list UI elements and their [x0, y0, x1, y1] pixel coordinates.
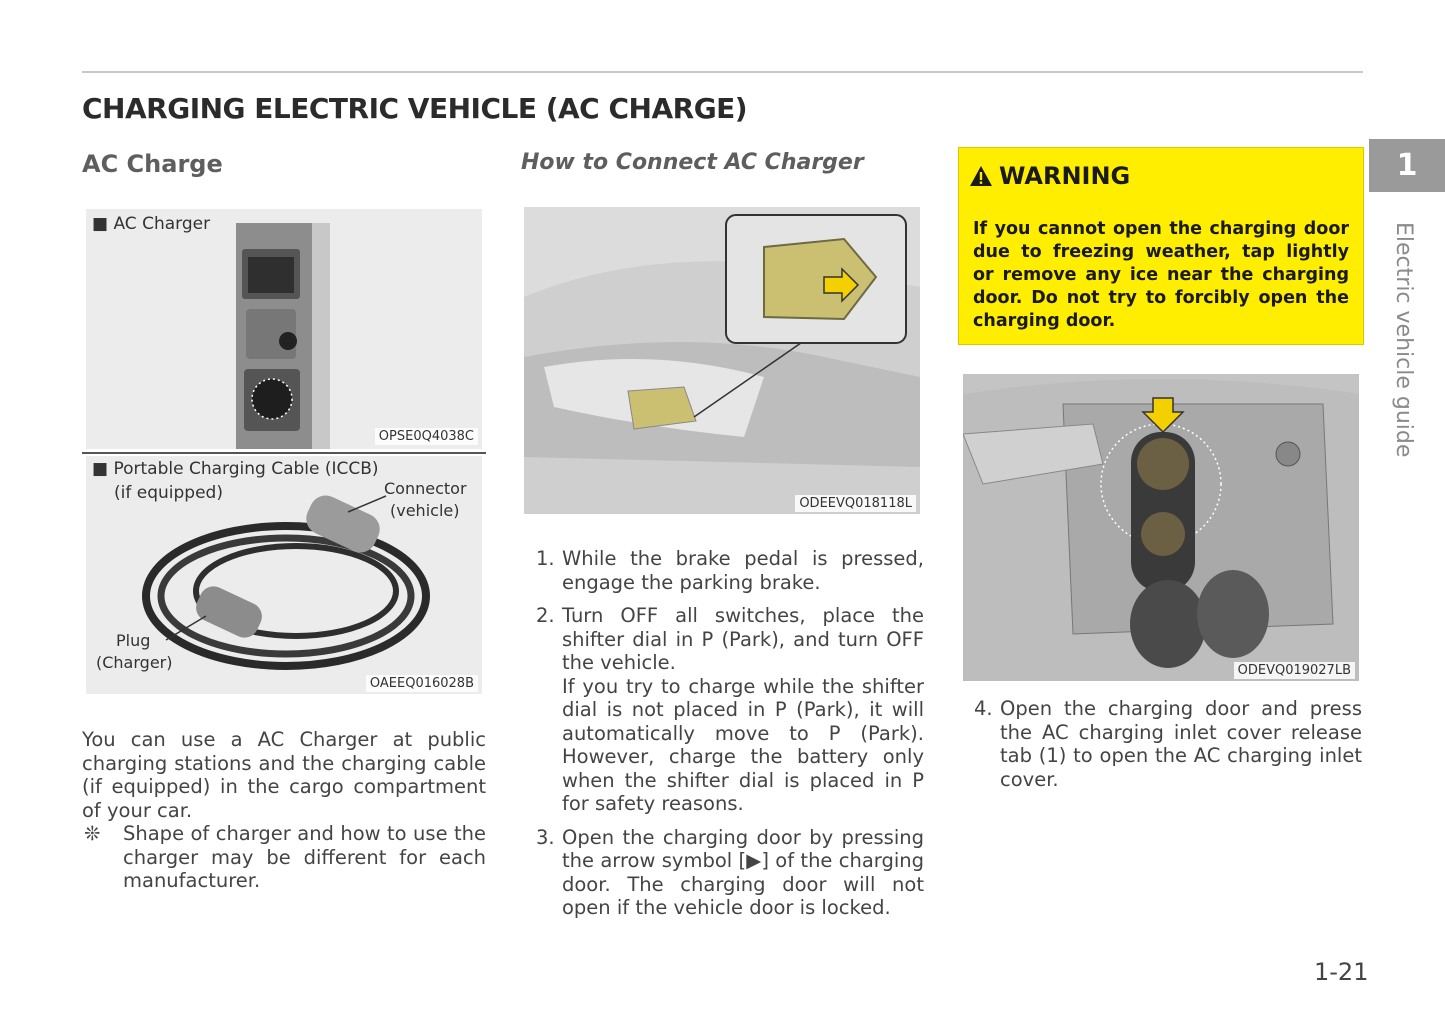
page-number: 1-21	[1314, 958, 1369, 986]
step-text: Turn OFF all switches, place the shifter dial in P (Park), and turn OFF the vehicle.	[562, 604, 924, 674]
step-extra-text: If you try to charge while the shifter dial is not placed in P (Park), it will automatically move to P (Park). However, charge the battery only when the shifter dial is placed in P for safety reasons.	[562, 674, 924, 815]
portable-cable-figure	[86, 456, 482, 694]
ac-charge-paragraph: You can use a AC Charger at public charging stations and the charging cable (if equipped) in the cargo compartment of your car.	[82, 728, 486, 822]
step-text: Open the charging door and press the AC charging inlet cover release tab (1) to open the AC charging inlet cover.	[1000, 697, 1362, 791]
step-item	[536, 604, 924, 816]
note-text: Shape of charger and how to use the charger may be different for each manufacturer.	[123, 822, 486, 892]
figure-code: OPSE0Q4038C	[375, 428, 478, 445]
top-rule	[82, 71, 1363, 73]
step-text: While the brake pedal is pressed, engage the parking brake.	[562, 547, 924, 594]
figure-code: ODEVQ019027LB	[1234, 662, 1355, 679]
step-number: 4.	[974, 697, 993, 720]
note-symbol: ❊	[84, 822, 101, 845]
if-equipped-label: (if equipped)	[114, 483, 223, 503]
warning-text: If you cannot open the charging door due to freezing weather, tap lightly or remove any ice near the charging door. Do not try to forcibly open the charging door.	[973, 219, 1349, 331]
step-number: 3.	[536, 825, 555, 849]
figure-code: ODEEVQ018118L	[795, 495, 916, 512]
vehicle-label: (vehicle)	[390, 501, 460, 520]
step-item	[536, 826, 924, 920]
connect-steps-list	[536, 547, 924, 920]
step-text: Open the charging door by pressing the arrow symbol [▶] of the charging door. The charging door will not open if the vehicle door is locked.	[562, 825, 924, 919]
warning-title	[969, 162, 1130, 190]
chapter-tab: 1	[1369, 139, 1445, 192]
step-item	[974, 697, 1362, 791]
warning-box	[958, 147, 1364, 345]
car-front-illustration	[524, 207, 920, 514]
inlet-steps-list	[974, 697, 1362, 791]
ac-charge-heading: AC Charge	[82, 150, 223, 178]
figure-divider	[82, 452, 486, 454]
charging-inlet-illustration	[963, 374, 1359, 681]
chapter-side-label	[1380, 222, 1420, 462]
plug-label: Plug	[116, 631, 151, 650]
page-title: CHARGING ELECTRIC VEHICLE (AC CHARGE)	[82, 92, 748, 125]
connector-label: Connector	[384, 479, 467, 498]
warning-triangle-icon	[969, 165, 993, 187]
how-to-connect-heading: How to Connect AC Charger	[521, 150, 864, 175]
figure-code: OAEEQ016028B	[366, 675, 478, 692]
step-number: 1.	[536, 547, 555, 570]
portable-cable-label: ■ Portable Charging Cable (ICCB)	[92, 459, 379, 479]
charger-label: (Charger)	[96, 653, 173, 672]
charging-inlet-figure	[963, 374, 1359, 681]
ac-charger-label: ■ AC Charger	[92, 214, 211, 234]
ac-charger-figure	[86, 209, 482, 449]
step-item	[536, 547, 924, 594]
ac-charger-illustration	[86, 209, 482, 449]
chapter-side-label-text: Electric vehicle guide	[1391, 222, 1416, 458]
warning-title-text: WARNING	[999, 162, 1131, 190]
step-number: 2.	[536, 604, 555, 627]
charging-door-figure	[524, 207, 920, 514]
